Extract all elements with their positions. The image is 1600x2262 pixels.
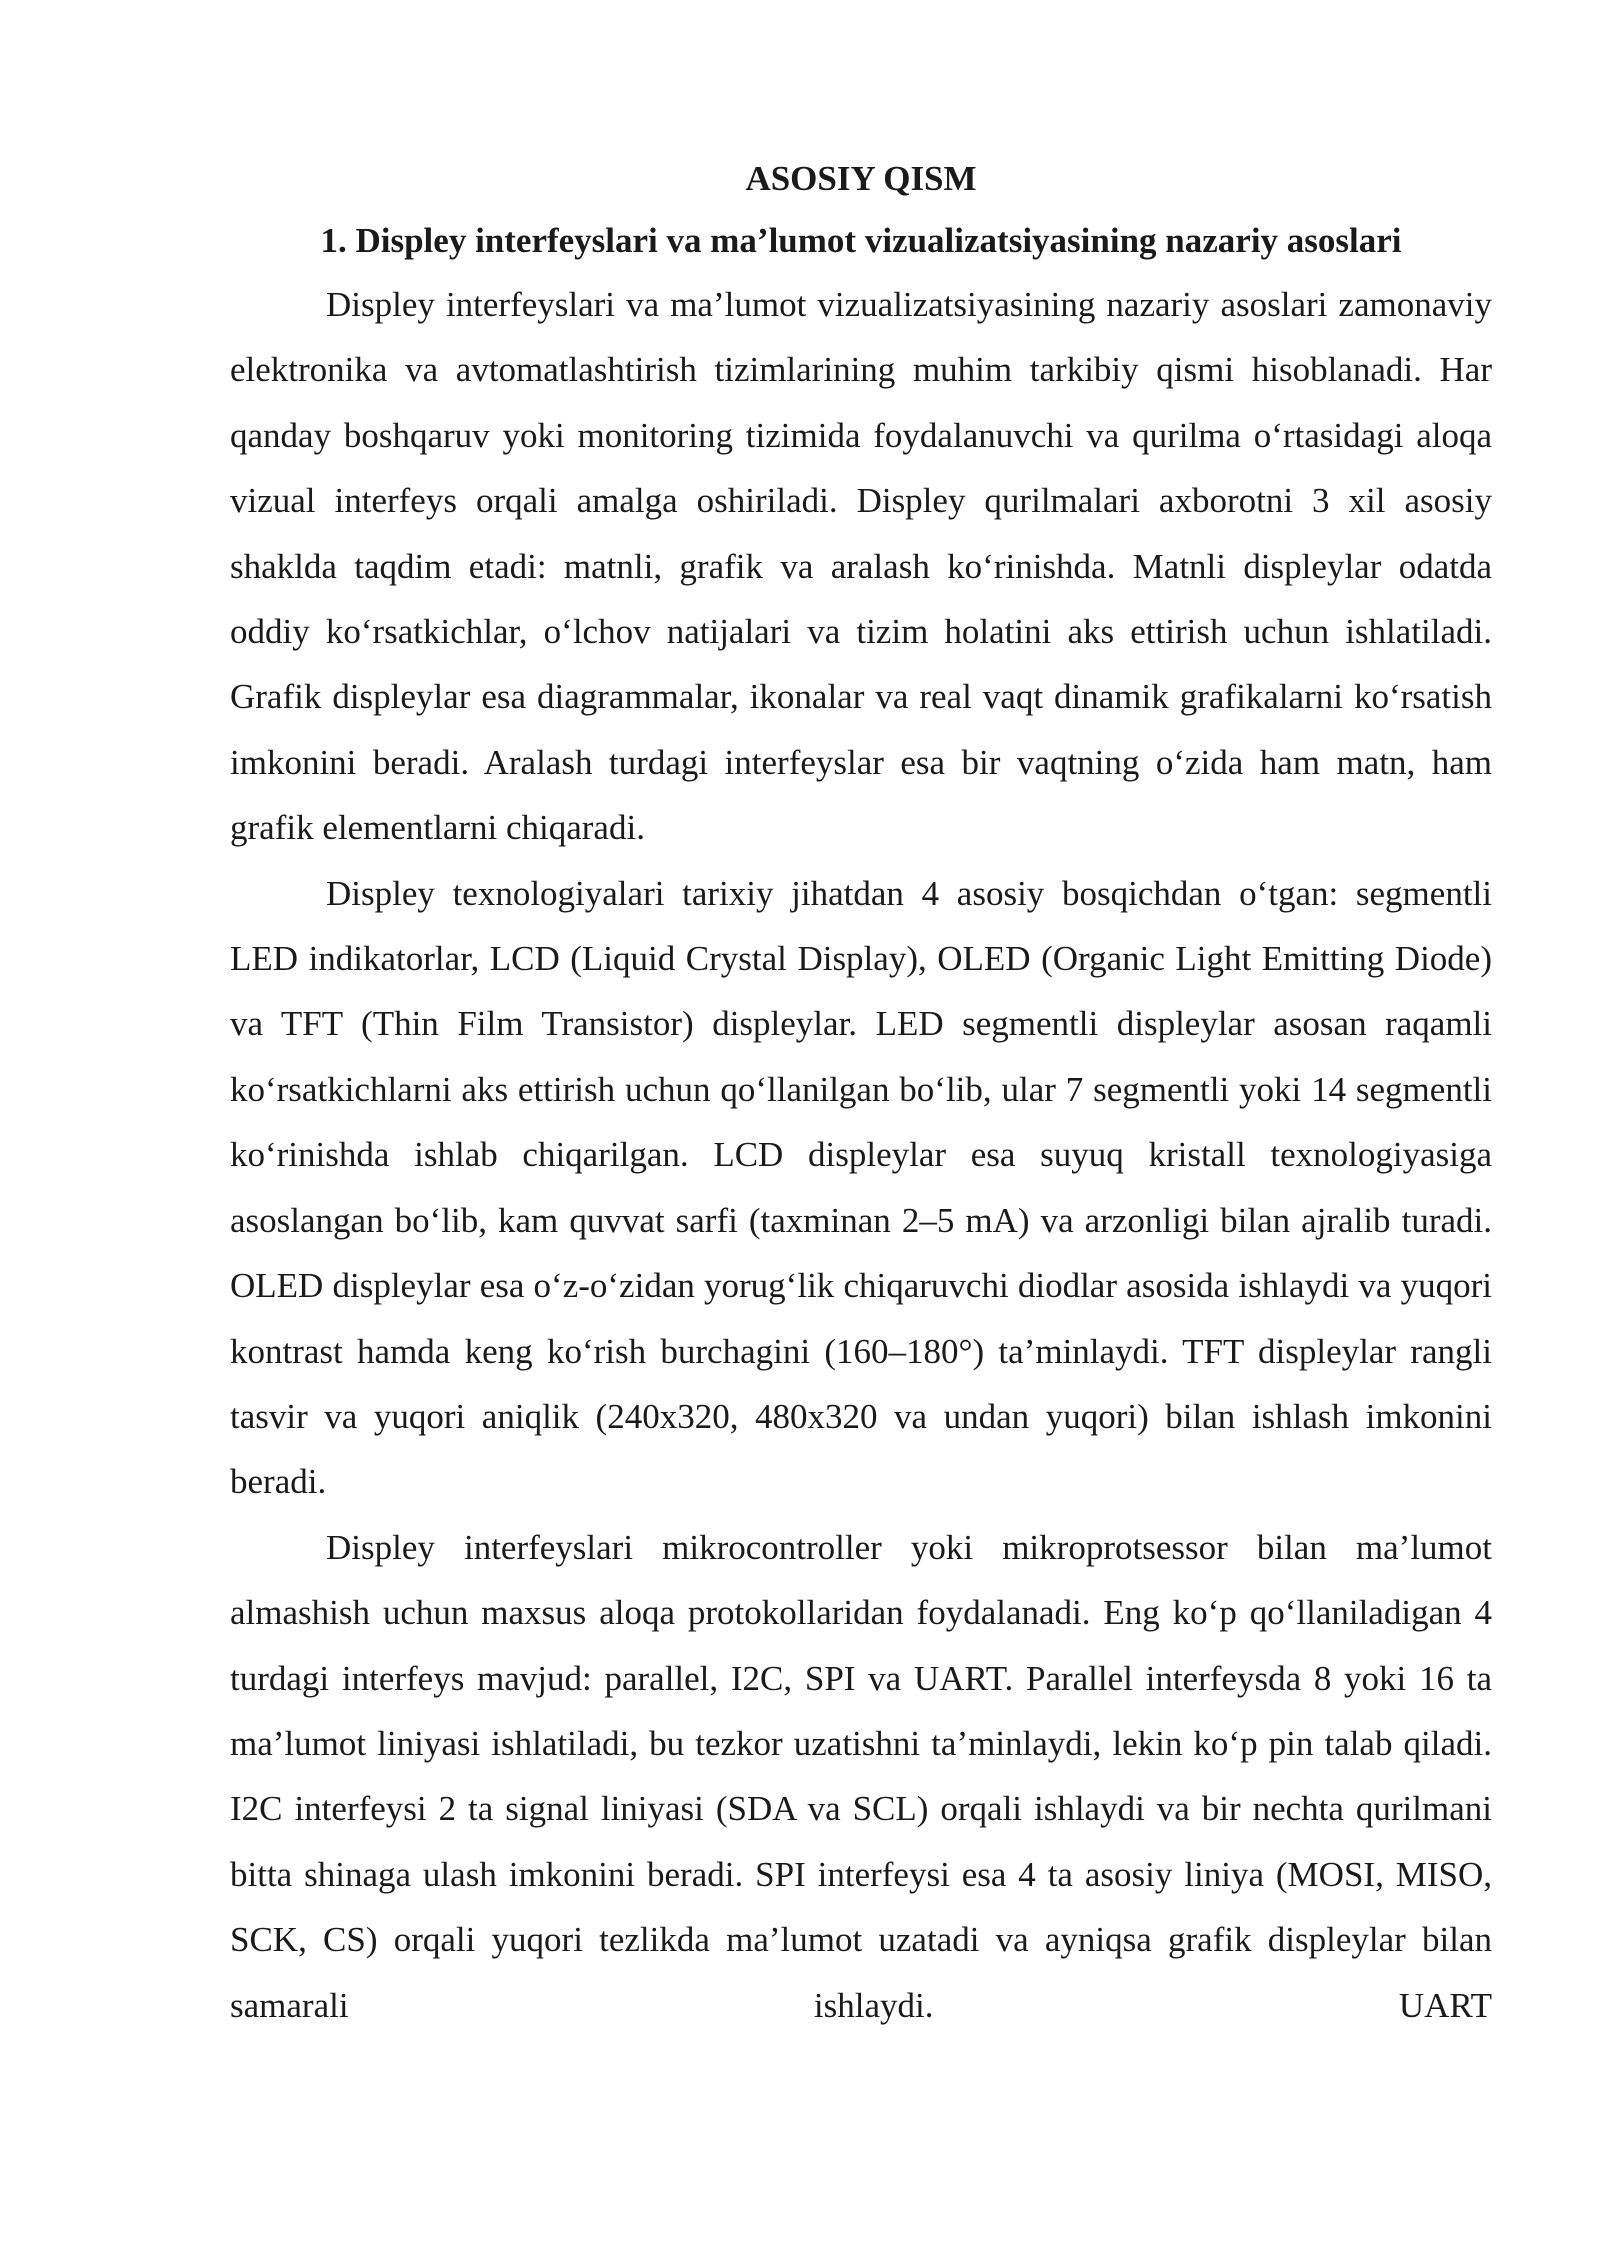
section-title: ASOSIY QISM <box>745 159 977 198</box>
page-content <box>230 148 1492 2038</box>
chapter-title: 1. Displey interfeyslari va ma’lumot vizualizatsiyasining nazariy asoslari <box>320 221 1402 260</box>
paragraph-1: Displey interfeyslari va ma’lumot vizualizatsiyasining nazariy asoslari zamonaviy elektronika va avtomatlashtirish tizimlarining muhim tarkibiy qismi hisoblanadi. Har qanday boshqaruv yoki monitoring tizimida foydalanuvchi va qurilma o‘rtasidagi aloqa vizual interfeys orqali amalga oshiriladi. Displey qurilmalari axborotni 3 xil asosiy shaklda taqdim etadi: matnli, grafik va aralash ko‘rinishda. Matnli displeylar odatda oddiy ko‘rsatkichlar, o‘lchov natijalari va tizim holatini aks ettirish uchun ishlatiladi. Grafik displeylar esa diagrammalar, ikonalar va real vaqt dinamik grafikalarni ko‘rsatish imkonini beradi. Aralash turdagi interfeyslar esa bir vaqtning o‘zida ham matn, ham grafik elementlarni chiqaradi. <box>230 285 1492 848</box>
paragraph-2: Displey texnologiyalari tarixiy jihatdan 4 asosiy bosqichdan o‘tgan: segmentli LED indikatorlar, LCD (Liquid Crystal Display), OLED (Organic Light Emitting Diode) va TFT (Thin Film Transistor) displeylar. LED segmentli displeylar asosan raqamli ko‘rsatkichlarni aks ettirish uchun qo‘llanilgan bo‘lib, ular 7 segmentli yoki 14 segmentli ko‘rinishda ishlab chiqarilgan. LCD displeylar esa suyuq kristall texnologiyasiga asoslangan bo‘lib, kam quvvat sarfi (taxminan 2–5 mA) va arzonligi bilan ajralib turadi. OLED displeylar esa o‘z-o‘zidan yorug‘lik chiqaruvchi diodlar asosida ishlaydi va yuqori kontrast hamda keng ko‘rish burchagini (160–180°) ta’minlaydi. TFT displeylar rangli tasvir va yuqori aniqlik (240x320, 480x320 va undan yuqori) bilan ishlash imkonini beradi. <box>230 873 1492 1502</box>
paragraph-3: Displey interfeyslari mikrocontroller yoki mikroprotsessor bilan ma’lumot almashish uchun maxsus aloqa protokollaridan foydalanadi. Eng ko‘p qo‘llaniladigan 4 turdagi interfeys mavjud: parallel, I2C, SPI va UART. Parallel interfeysda 8 yoki 16 ta ma’lumot liniyasi ishlatiladi, bu tezkor uzatishni ta’minlaydi, lekin ko‘p pin talab qiladi. I2C interfeysi 2 ta signal liniyasi (SDA va SCL) orqali ishlaydi va bir nechta qurilmani bitta shinaga ulash imkonini beradi. SPI interfeysi esa 4 ta asosiy liniya (MOSI, MISO, SCK, CS) orqali yuqori tezlikda ma’lumot uzatadi va ayniqsa grafik displeylar bilan samarali ishlaydi. UART <box>230 1527 1492 2025</box>
